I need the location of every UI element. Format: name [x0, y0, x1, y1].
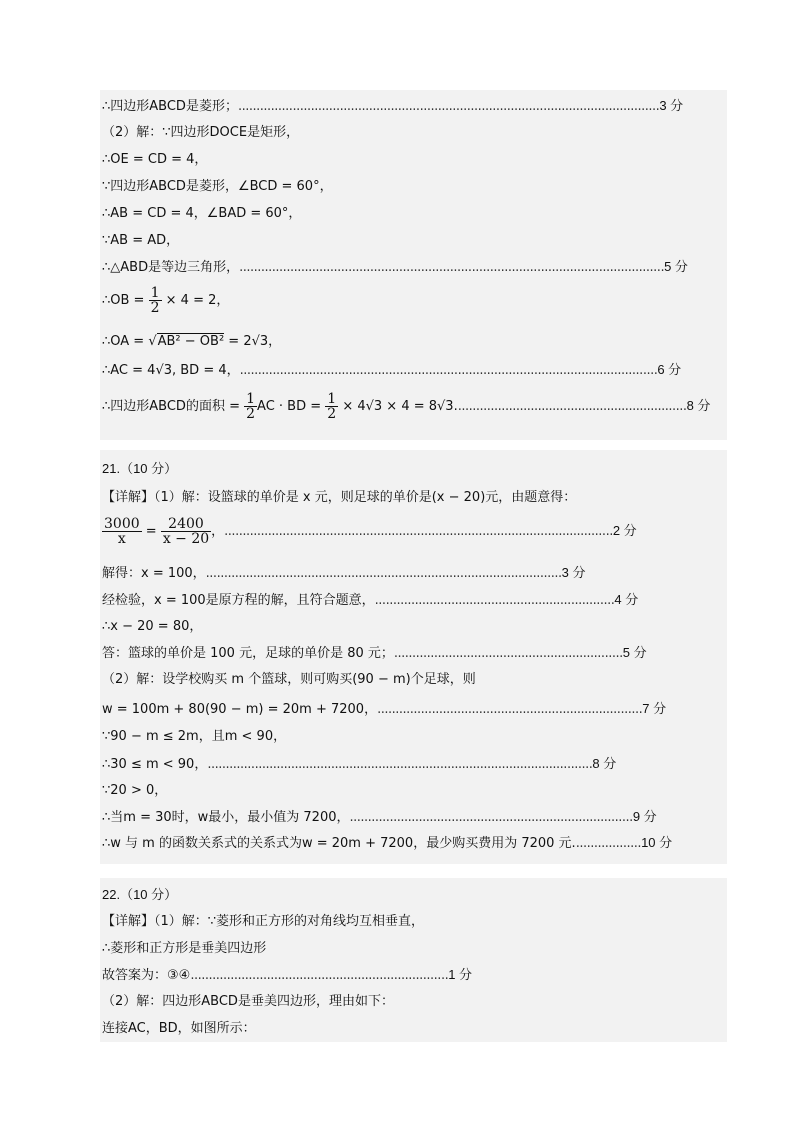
- score-mark: 2 分: [612, 523, 637, 538]
- line-part2-start: （2）解：∵四边形DOCE是矩形，: [102, 125, 300, 140]
- line-ab-cd: ∴AB = CD = 4，∠BAD = 60°，: [102, 206, 302, 221]
- score-mark: 3 分: [659, 98, 684, 113]
- line-ac-bd: ∴AC = 4√3, BD = 4，...................................................................................................................6 分: [102, 362, 682, 378]
- line-q21-w-function: w = 100m + 80(90 − m) = 20m + 7200，.........................................................................7 分: [102, 701, 667, 717]
- score-mark: 3 分: [561, 565, 586, 580]
- solution-block-22: [100, 878, 727, 1042]
- line-rhombus-conclusion: ∴四边形ABCD是菱形；....................................................................................................................3 分: [102, 98, 684, 114]
- line-oe-cd: ∴OE = CD = 4，: [102, 152, 208, 167]
- line-q21-equation: $\frac{3000}{x}$ = $\frac{2400}{x - 20}$ ，...........................................................................................................2 分: [104, 516, 637, 547]
- line-q21-x-minus-20: ∴x − 20 = 80，: [102, 619, 203, 634]
- line-ob: ∴OB = $\frac{1}{2}$ × 4 = 2，: [102, 285, 230, 316]
- line-q22-connect: 连接AC，BD，如图所示：: [102, 1021, 256, 1036]
- score-mark: 4 分: [614, 592, 639, 607]
- line-q21-part2: （2）解：设学校购买 m 个篮球，则可购买(90 − m)个足球，则: [102, 672, 476, 687]
- fraction: $\frac{2400}{x - 20}$: [162, 516, 210, 547]
- score-mark: 8 分: [592, 756, 617, 771]
- line-q22-part1: 【详解】（1）解：∵菱形和正方形的对角线均互相垂直，: [102, 914, 425, 929]
- line-q21-conclusion: ∴w 与 m 的函数关系式的关系式为w = 20m + 7200，最少购买费用为 7200 元...................10 分: [102, 835, 673, 851]
- line-ab-ad: ∵AB = AD，: [102, 233, 180, 248]
- score-mark: 8 分: [686, 398, 711, 413]
- line-oa: ∴OA = √AB² − OB² = 2√3，: [102, 334, 282, 349]
- score-mark: 5 分: [664, 259, 688, 274]
- score-mark: 10 分: [641, 835, 673, 850]
- fraction: $\frac{1}{2}$: [327, 391, 337, 422]
- question-22-title: 22.（10 分）: [102, 887, 178, 902]
- line-q21-check: 经检验，x = 100是原方程的解，且符合题意，..................................................................4 分: [102, 592, 639, 608]
- line-q21-range: ∴30 ≤ m < 90，..........................................................................................................8 分: [102, 756, 617, 772]
- line-q22-part2: （2）解：四边形ABCD是垂美四边形，理由如下：: [102, 994, 394, 1009]
- fraction: $\frac{1}{2}$: [246, 391, 256, 422]
- question-21-title: 21.（10 分）: [102, 461, 178, 476]
- score-mark: 7 分: [642, 701, 667, 716]
- line-q21-minimum: ∴当m = 30时，w最小，最小值为 7200，..............................................................................9 分: [102, 809, 657, 825]
- fraction: $\frac{3000}{x}$: [104, 516, 140, 547]
- line-equilateral: ∴△ABD是等边三角形，.....................................................................................................................5 分: [102, 259, 688, 275]
- line-q22-statement: ∴菱形和正方形是垂美四边形: [102, 941, 267, 956]
- line-q21-positive: ∵20 > 0，: [102, 783, 168, 798]
- score-mark: 5 分: [622, 645, 647, 660]
- fraction: $\frac{1}{2}$: [150, 285, 160, 316]
- line-q21-solve: 解得：x = 100，..................................................................................................3 分: [102, 565, 586, 581]
- line-q21-constraint: ∵90 − m ≤ 2m，且m < 90，: [102, 729, 287, 744]
- line-q21-setup: 【详解】（1）解：设篮球的单价是 x 元，则足球的单价是(x − 20)元，由题意得：: [102, 490, 577, 505]
- score-mark: 1 分: [448, 967, 473, 982]
- line-rhombus-angle: ∵四边形ABCD是菱形，∠BCD = 60°，: [102, 179, 333, 194]
- line-q21-answer1: 答：篮球的单价是 100 元，足球的单价是 80 元；...............................................................5 分: [102, 645, 647, 661]
- score-mark: 9 分: [632, 809, 657, 824]
- line-area: ∴四边形ABCD的面积 = $\frac{1}{2}$ AC · BD = $\frac{1}{2}$ × 4√3 × 4 = 8√3................................................................8 分: [102, 391, 711, 422]
- line-q22-answer: 故答案为：③④.......................................................................1 分: [102, 967, 473, 983]
- score-mark: 6 分: [657, 362, 682, 377]
